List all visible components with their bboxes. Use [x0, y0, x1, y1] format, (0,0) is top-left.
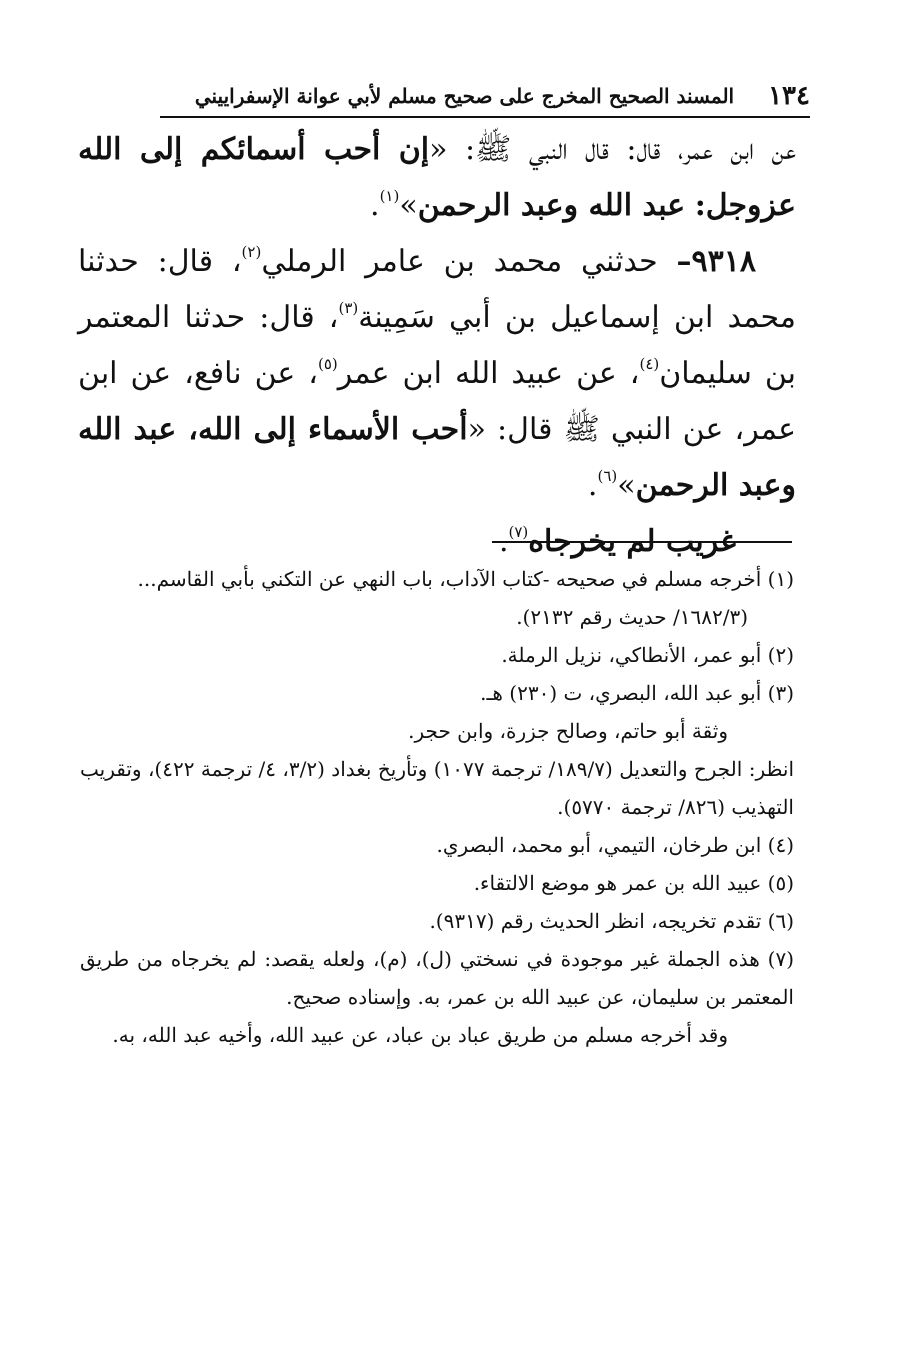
para2-text-5: ، عن نافع، عن ابن عمر، عن النبي ﷺ قال: «: [78, 356, 797, 447]
para2-close-quote: »: [617, 468, 636, 503]
hadith-dash: –: [676, 244, 692, 279]
footnote-3-continuation-2: انظر: الجرح والتعديل (١٨٩/٧/ ترجمة ١٠٧٧) وتأريخ بغداد (٣/٢، ٤/ ترجمة ٤٢٢)، وتقريب التهذيب (٨٢٦/ ترجمة ٥٧٧٠).: [80, 757, 795, 819]
footnote-ref-2: (٢): [241, 243, 262, 261]
grading-end: .: [498, 524, 509, 559]
para2-text-4: ، عن عبيد الله ابن عمر: [337, 356, 640, 391]
footnote-separator: [492, 541, 792, 543]
para2-text-2: ، قال: حدثنا محمد ابن إسماعيل بن أبي سَمِينة: [78, 244, 796, 335]
para1-bold-line1: إن أحب أسمائكم إلى الله عزوجل:: [78, 132, 796, 223]
footnote-ref-4: (٤): [639, 355, 660, 373]
hadith-paragraph-9318: [78, 234, 796, 514]
footnote-ref-5: (٥): [317, 355, 338, 373]
footnote-3: (٣) أبو عبد الله، البصري، ت (٢٣٠) هـ.: [480, 681, 794, 705]
hadith-number: ٩٣١٨: [691, 244, 756, 279]
footnote-ref-1: (١): [379, 187, 400, 205]
footnote-ref-7: (٧): [508, 523, 529, 541]
footnote-5: (٥) عبيد الله بن عمر هو موضع الالتقاء.: [473, 871, 794, 895]
hadith-paragraph-1: [78, 122, 796, 234]
footnote-7: (٧) هذه الجملة غير موجودة في نسختي (ل)، (م)، ولعله يقصد: لم يخرجاه من طريق المعتمر بن سليمان، عن عبيد الله بن عمر، به. وإسناده صحيح.: [80, 947, 794, 1009]
footnote-2: (٢) أبو عمر، الأنطاكي، نزيل الرملة.: [501, 643, 794, 667]
para2-bold-quote: أحب الأسماء إلى الله، عبد الله وعبد الرحمن: [78, 412, 796, 503]
running-title: المسند الصحيح المخرج على صحيح مسلم لأبي عوانة الإسفراييني: [194, 84, 735, 108]
page-number: ١٣٤: [768, 81, 810, 111]
main-text: [78, 122, 796, 570]
para1-close-quote: »: [399, 188, 418, 223]
footnote-7-continuation: وقد أخرجه مسلم من طريق عباد بن عباد، عن عبيد الله، وأخيه عبد الله، به.: [112, 1023, 728, 1047]
para2-text-1: حدثني محمد بن عامر الرملي: [261, 244, 677, 279]
para1-bold-line2: عبد الله وعبد الرحمن: [417, 188, 686, 223]
footnote-1: (١) أخرجه مسلم في صحيحه -كتاب الآداب، باب النهي عن التكني بأبي القاسم...: [137, 567, 794, 591]
para2-end: .: [587, 468, 598, 503]
page-header: [160, 72, 810, 118]
para1-end: .: [370, 188, 380, 223]
grading-text: غريب لم يخرجاه: [528, 524, 736, 559]
footnote-6: (٦) تقدم تخريجه، انظر الحديث رقم (٩٣١٧).: [429, 909, 794, 933]
para1-text-plain: عن ابن عمر، قال: قال النبي ﷺ: «: [429, 132, 796, 167]
footnote-3-continuation-1: وثقة أبو حاتم، وصالح جزرة، وابن حجر.: [408, 719, 728, 743]
footnote-4: (٤) ابن طرخان، التيمي، أبو محمد، البصري.: [436, 833, 794, 857]
footnote-1-continuation: (١٦٨٢/٣/ حديث رقم ٢١٣٢).: [516, 605, 748, 629]
footnotes: [80, 560, 794, 1054]
footnote-ref-3: (٣): [338, 299, 359, 317]
footnote-ref-6: (٦): [597, 467, 618, 485]
para2-text-3: ، قال: حدثنا المعتمر بن سليمان: [78, 300, 797, 391]
